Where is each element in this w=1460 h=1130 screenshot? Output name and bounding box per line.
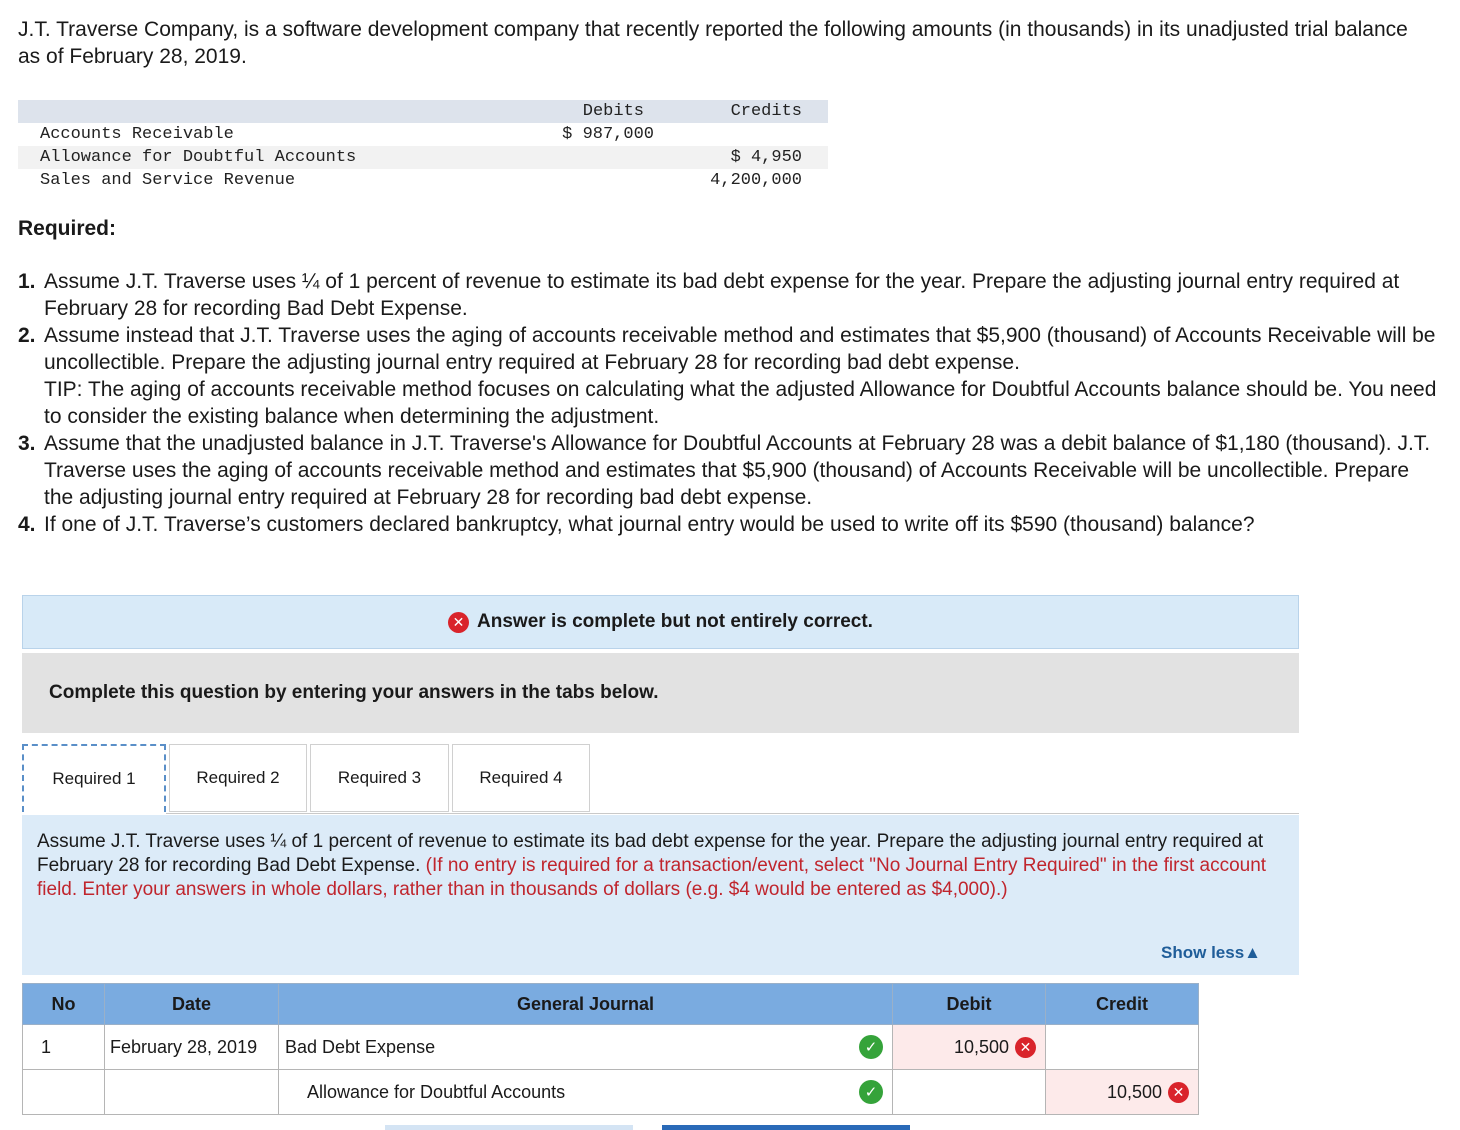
required-number: 4. [18, 513, 36, 536]
credit-value: 4,200,000 [710, 171, 802, 190]
required-text: Assume instead that J.T. Traverse uses the aging of accounts receivable method and estimates that $5,900 (thousand) of Accounts Receivable will be uncollectible. Prepare the adjusting journal entry required at February 28 for recording bad debt expense. [44, 324, 1436, 374]
journal-table [22, 983, 1199, 1115]
credits-header: Credits [730, 102, 802, 121]
general-journal-header: General Journal [279, 984, 893, 1025]
trial-balance-row [18, 146, 828, 169]
required-title: Required: [18, 217, 117, 240]
credit-field[interactable]: 10,500 [1106, 1081, 1162, 1102]
required-tip: TIP: The aging of accounts receivable method focuses on calculating what the adjusted Allowance for Doubtful Accounts balance should be. You need to consider the existing balance when determining the adjustment. [44, 378, 1437, 428]
credit-header: Credit [1046, 984, 1199, 1025]
x-circle-icon: ✕ [1168, 1082, 1189, 1103]
result-banner [22, 595, 1299, 649]
debit-field[interactable]: 10,500 [953, 1036, 1009, 1057]
tab-divider [166, 813, 1299, 814]
required-number: 1. [18, 270, 36, 293]
credit-value: $ 4,950 [730, 148, 802, 167]
intro-text: J.T. Traverse Company, is a software development company that recently reported the following amounts (in thousands) in its unadjusted trial balance as of February 28, 2019. [18, 18, 1408, 68]
instructions-note: (If no entry is required for a transaction/event, select "No Journal Entry Required" in the first account field. Enter your answers in whole dollars, rather than in thousands of dollars (e.g. $4 would be entered as $4,000).) [37, 855, 1267, 900]
instructions-text: Assume J.T. Traverse uses ¼ of 1 percent of revenue to estimate its bad debt expense for the year. Prepare the adjusting journal entry required at February 28 for recording Bad Debt Expense. [37, 831, 1264, 876]
show-less-link[interactable]: Show less▲ [1161, 943, 1261, 962]
trial-balance [18, 100, 828, 192]
trial-balance-row [18, 169, 828, 192]
journal-header-row [23, 984, 1199, 1025]
account-cell[interactable] [279, 1025, 893, 1070]
trial-balance-row [18, 123, 828, 146]
entry-number [23, 1070, 105, 1115]
instructions-header [22, 653, 1299, 733]
account-name: Allowance for Doubtful Accounts [40, 148, 357, 167]
debit-cell[interactable] [893, 1070, 1046, 1115]
trial-balance-header [18, 100, 828, 123]
required-item [18, 511, 1438, 538]
tab-bar [22, 744, 593, 812]
debits-header: Debits [582, 102, 644, 121]
tab-required-2[interactable]: Required 2 [169, 744, 307, 812]
account-field[interactable]: Bad Debt Expense [285, 1036, 436, 1057]
required-text: Assume that the unadjusted balance in J.T. Traverse's Allowance for Doubtful Accounts at February 28 was a debit balance of $1,180 (thousand). J.T. Traverse uses the aging of accounts receivable method and estimates that $5,900 (thousand) of Accounts Receivable will be uncollectible. Prepare the adjusting journal entry required at February 28 for recording bad debt expense. [44, 432, 1431, 509]
entry-date[interactable]: February 28, 2019 [105, 1025, 279, 1070]
account-name: Sales and Service Revenue [40, 171, 296, 190]
entry-date[interactable] [105, 1070, 279, 1115]
result-banner-text: Answer is complete but not entirely correct. [477, 611, 873, 632]
required-item [18, 322, 1438, 430]
x-circle-icon: ✕ [448, 612, 469, 633]
check-icon: ✓ [859, 1035, 883, 1059]
prev-button[interactable] [385, 1125, 633, 1130]
required-item [18, 268, 1438, 322]
tab-instructions [22, 815, 1299, 975]
required-text-block [44, 322, 1438, 430]
entry-number: 1 [23, 1025, 105, 1070]
required-number: 3. [18, 432, 36, 455]
tab-required-4[interactable]: Required 4 [452, 744, 590, 812]
account-name: Accounts Receivable [40, 125, 234, 144]
table-row [23, 1070, 1199, 1115]
x-circle-icon: ✕ [1015, 1037, 1036, 1058]
complete-question-text: Complete this question by entering your answers in the tabs below. [49, 682, 659, 703]
account-field[interactable]: Allowance for Doubtful Accounts [307, 1081, 566, 1102]
account-cell[interactable] [279, 1070, 893, 1115]
required-item [18, 430, 1438, 511]
credit-cell[interactable] [1046, 1025, 1199, 1070]
no-header: No [23, 984, 105, 1025]
date-header: Date [105, 984, 279, 1025]
required-text: Assume J.T. Traverse uses ¼ of 1 percent of revenue to estimate its bad debt expense for the year. Prepare the adjusting journal entry required at February 28 for recording Bad Debt Expense. [44, 270, 1400, 320]
tab-required-3[interactable]: Required 3 [310, 744, 449, 812]
required-list [18, 268, 1438, 538]
required-text: If one of J.T. Traverse’s customers declared bankruptcy, what journal entry would be used to write off its $590 (thousand) balance? [44, 513, 1255, 536]
check-icon: ✓ [859, 1080, 883, 1104]
credit-cell[interactable] [1046, 1070, 1199, 1115]
debit-cell[interactable] [893, 1025, 1046, 1070]
required-number: 2. [18, 324, 36, 347]
table-row [23, 1025, 1199, 1070]
tab-required-1[interactable]: Required 1 [22, 744, 166, 812]
debit-header: Debit [893, 984, 1046, 1025]
next-button[interactable] [662, 1125, 910, 1130]
debit-value: $ 987,000 [562, 125, 654, 144]
